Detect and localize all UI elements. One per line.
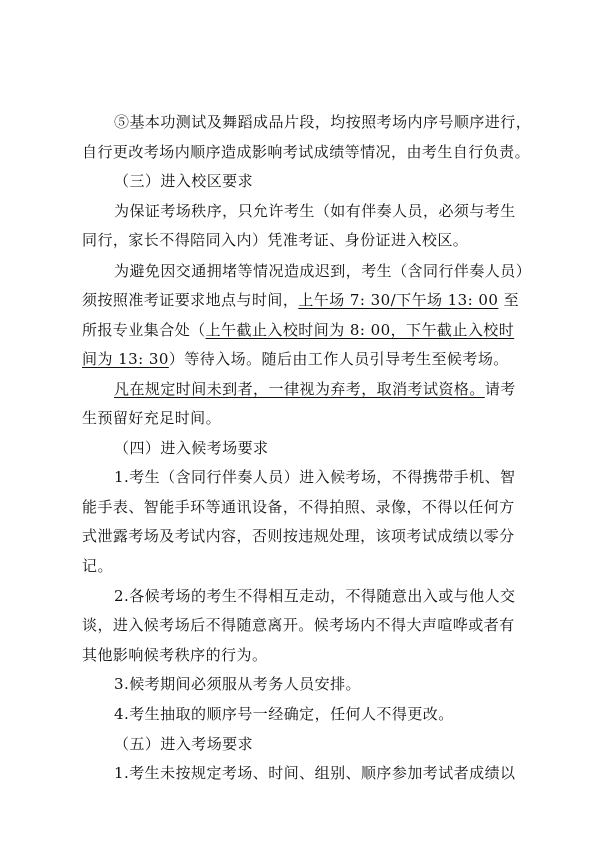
waiting-entry-text: ）等待入场。随后由工作人员引导考生至候考场。 [168, 350, 509, 368]
campus-paragraph-3-line-1 [114, 379, 527, 399]
campus-paragraph-1-line-2: 同行，家长不得陪同入内）凭准考证、身份证进入校区。 [82, 231, 469, 249]
waiting-rule-1-line-1: 1.考生（含同行伴奏人员）进入候考场，不得携带手机、智 [114, 468, 516, 486]
reminder-text: 请考 [484, 380, 516, 398]
campus-paragraph-3-line-2: 生预留好充足时间。 [82, 409, 222, 427]
section-4-heading: （四）进入候考场要求 [114, 439, 269, 457]
waiting-rule-2-line-3: 其他影响候考秩序的行为。 [82, 646, 268, 664]
late-arrival-rule-underlined: 凡在规定时间未到者，一律视为弃考，取消考试资格。 [114, 380, 485, 398]
campus-paragraph-2-line-3 [82, 320, 527, 340]
campus-paragraph-1-line-1: 为保证考场秩序，只允许考生（如有伴奏人员，必须与考生 [114, 202, 516, 220]
exam-room-rule-1-line-1: 1.考生未按规定考场、时间、组别、顺序参加考试者成绩以 [114, 764, 516, 782]
to-text: 至 [498, 291, 520, 309]
section-3-heading: （三）进入校区要求 [114, 172, 254, 190]
section-5-heading: （五）进入考场要求 [114, 735, 254, 753]
waiting-rule-1-line-2: 能手表、智能手环等通讯设备，不得拍照、录像，不得以任何方 [82, 498, 515, 516]
waiting-rule-3: 3.候考期间必须服从考务人员安排。 [114, 675, 361, 693]
campus-paragraph-2-line-2 [82, 290, 527, 310]
item-5-line-1: ⑤基本功测试及舞蹈成品片段，均按照考场内序号顺序进行， [114, 113, 532, 131]
entry-deadline-underlined-1: 上午截止入校时间为 8: 00，下午截止入校时 [205, 321, 515, 339]
entry-deadline-underlined-2: 间为 13: 30 [82, 350, 169, 368]
waiting-rule-2-line-1: 2.各候考场的考生不得相互走动，不得随意出入或与他人交 [114, 587, 516, 605]
item-5-line-2: 自行更改考场内顺序造成影响考试成绩等情况，由考生自行负责。 [82, 143, 531, 161]
campus-paragraph-2-line-1: 为避免因交通拥堵等情况造成迟到，考生（含同行伴奏人员） [114, 262, 532, 280]
session-times-underlined: 上午场 7: 30/下午场 13: 00 [298, 291, 499, 309]
waiting-rule-4: 4.考生抽取的顺序号一经确定，任何人不得更改。 [114, 705, 454, 723]
assembly-location-text: 所报专业集合处（ [82, 321, 206, 339]
waiting-rule-2-line-2: 谈，进入候考场后不得随意离开。候考场内不得大声喧哗或者有 [82, 616, 515, 634]
time-requirement-text: 须按照准考证要求地点与时间， [82, 291, 299, 309]
waiting-rule-1-line-4: 记。 [82, 557, 113, 575]
waiting-rule-1-line-3: 式泄露考场及考试内容，否则按违规处理，该项考试成绩以零分 [82, 527, 515, 545]
campus-paragraph-2-line-4 [82, 349, 527, 369]
